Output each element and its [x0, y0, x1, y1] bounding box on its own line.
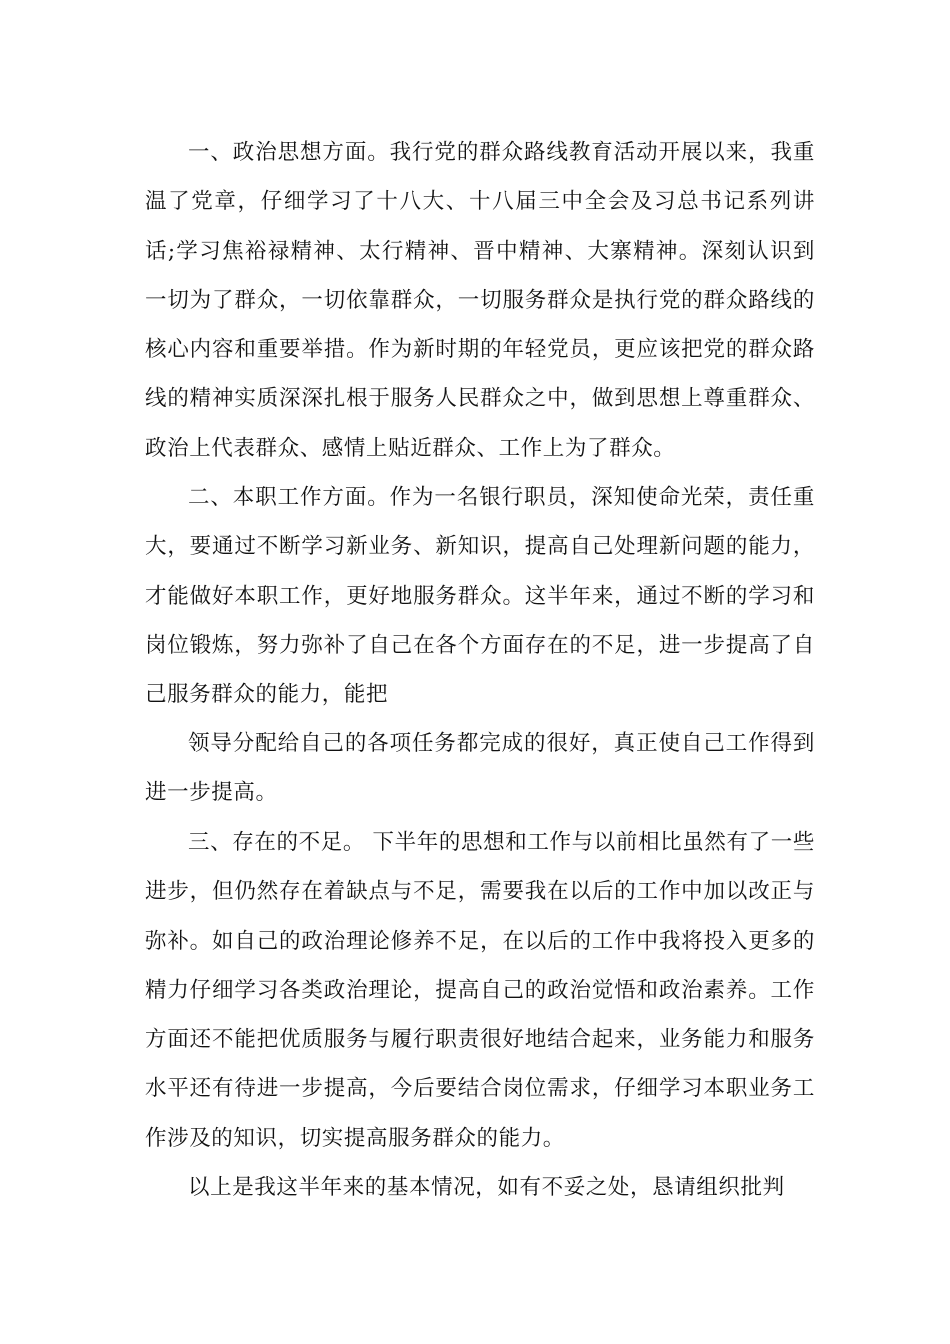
paragraph-closing: 以上是我这半年来的基本情况，如有不妥之处，恳请组织批判 — [188, 1175, 785, 1200]
paragraph-job-work: 二、本职工作方面。作为一名银行职员，深知使命光荣，责任重大，要通过不断学习新业务、新知识，提高自己处理新问题的能力，才能做好本职工作，更好地服务群众。这半年来，通过不断的学习和岗位锻炼，努力弥补了自己在各个方面存在的不足，进一步提高了自己服务群众的能力，能把 — [145, 485, 815, 708]
paragraph-shortcomings: 三、存在的不足。 下半年的思想和工作与以前相比虽然有了一些进步，但仍然存在着缺点与不足，需要我在以后的工作中加以改正与弥补。如自己的政治理论修养不足，在以后的工作中我将投入更多的精力仔细学习各类政治理论，提高自己的政治觉悟和政治素养。工作方面还不能把优质服务与履行职责很好地结合起来，业务能力和服务水平还有待进一步提高，今后要结合岗位需求，仔细学习本职业务工作涉及的知识，切实提高服务群众的能力。 — [145, 830, 815, 1151]
paragraph-job-work-continued: 领导分配给自己的各项任务都完成的很好，真正使自己工作得到进一步提高。 — [145, 731, 815, 806]
paragraph-political-thought: 一、政治思想方面。我行党的群众路线教育活动开展以来，我重温了党章，仔细学习了十八大、十八届三中全会及习总书记系列讲话;学习焦裕禄精神、太行精神、晋中精神、大寨精神。深刻认识到一切为了群众，一切依靠群众，一切服务群众是执行党的群众路线的核心内容和重要举措。作为新时期的年轻党员，更应该把党的群众路线的精神实质深深扎根于服务人民群众之中，做到思想上尊重群众、政治上代表群众、感情上贴近群众、工作上为了群众。 — [145, 140, 815, 461]
